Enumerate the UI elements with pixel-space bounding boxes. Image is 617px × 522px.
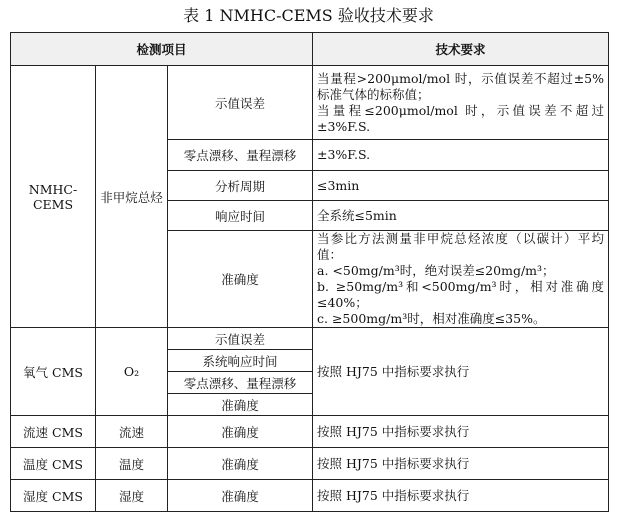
parameter-cell: 温度 (96, 448, 168, 480)
requirement-cell: 按照 HJ75 中指标要求执行 (313, 416, 609, 448)
table-caption: 表 1 NMHC-CEMS 验收技术要求 (183, 6, 434, 25)
parameter-cell: 湿度 (96, 480, 168, 512)
item-cell: 示值误差 (168, 328, 313, 350)
item-cell: 准确度 (168, 480, 313, 512)
requirement-line: c. ≥500mg/m³时，相对准确度≤35%。 (317, 311, 546, 326)
requirement-cell: 按照 HJ75 中指标要求执行 (313, 328, 609, 416)
item-cell: 准确度 (168, 394, 313, 416)
item-cell: 零点漂移、量程漂移 (168, 372, 313, 394)
header-requirements: 技术要求 (313, 33, 609, 66)
item-cell: 准确度 (168, 416, 313, 448)
requirement-cell: 按照 HJ75 中指标要求执行 (313, 448, 609, 480)
system-cell: 流速 CMS (11, 416, 96, 448)
requirement-cell: ≤3min (313, 171, 609, 201)
table-row (11, 416, 609, 448)
parameter-cell: 非甲烷总烃 (96, 66, 168, 328)
item-cell: 分析周期 (168, 171, 313, 201)
system-cell: NMHC-CEMS (11, 66, 96, 328)
item-cell: 准确度 (168, 448, 313, 480)
requirement-line: b. ≥50mg/m³和<500mg/m³时，相对准确度≤40%； (317, 279, 604, 310)
requirement-cell (313, 231, 609, 328)
item-cell: 示值误差 (168, 66, 313, 140)
system-cell: 湿度 CMS (11, 480, 96, 512)
requirement-line: 当量程≤200μmol/mol 时，示值误差不超过±3%F.S. (317, 102, 604, 134)
requirement-line: a. <50mg/m³时，绝对误差≤20mg/m³； (317, 263, 555, 278)
requirement-line: 当参比方法测量非甲烷总烃浓度（以碳计）平均值： (317, 231, 604, 262)
system-cell: 温度 CMS (11, 448, 96, 480)
parameter-cell: O₂ (96, 328, 168, 416)
table-row (11, 328, 609, 350)
header-items: 检测项目 (11, 33, 313, 66)
item-cell: 零点漂移、量程漂移 (168, 140, 313, 171)
table-row (11, 480, 609, 512)
acceptance-spec-table (10, 32, 609, 512)
requirement-cell: 全系统≤5min (313, 201, 609, 231)
item-cell: 系统响应时间 (168, 350, 313, 372)
table-row (11, 66, 609, 140)
table-row (11, 448, 609, 480)
system-cell: 氧气 CMS (11, 328, 96, 416)
requirement-cell: ±3%F.S. (313, 140, 609, 171)
header-row (11, 33, 609, 66)
item-cell: 响应时间 (168, 201, 313, 231)
requirement-line: 当量程>200μmol/mol 时，示值误差不超过±5%标准气体的标称值； (317, 70, 604, 102)
requirement-cell: 按照 HJ75 中指标要求执行 (313, 480, 609, 512)
parameter-cell: 流速 (96, 416, 168, 448)
requirement-cell (313, 66, 609, 140)
item-cell: 准确度 (168, 231, 313, 328)
